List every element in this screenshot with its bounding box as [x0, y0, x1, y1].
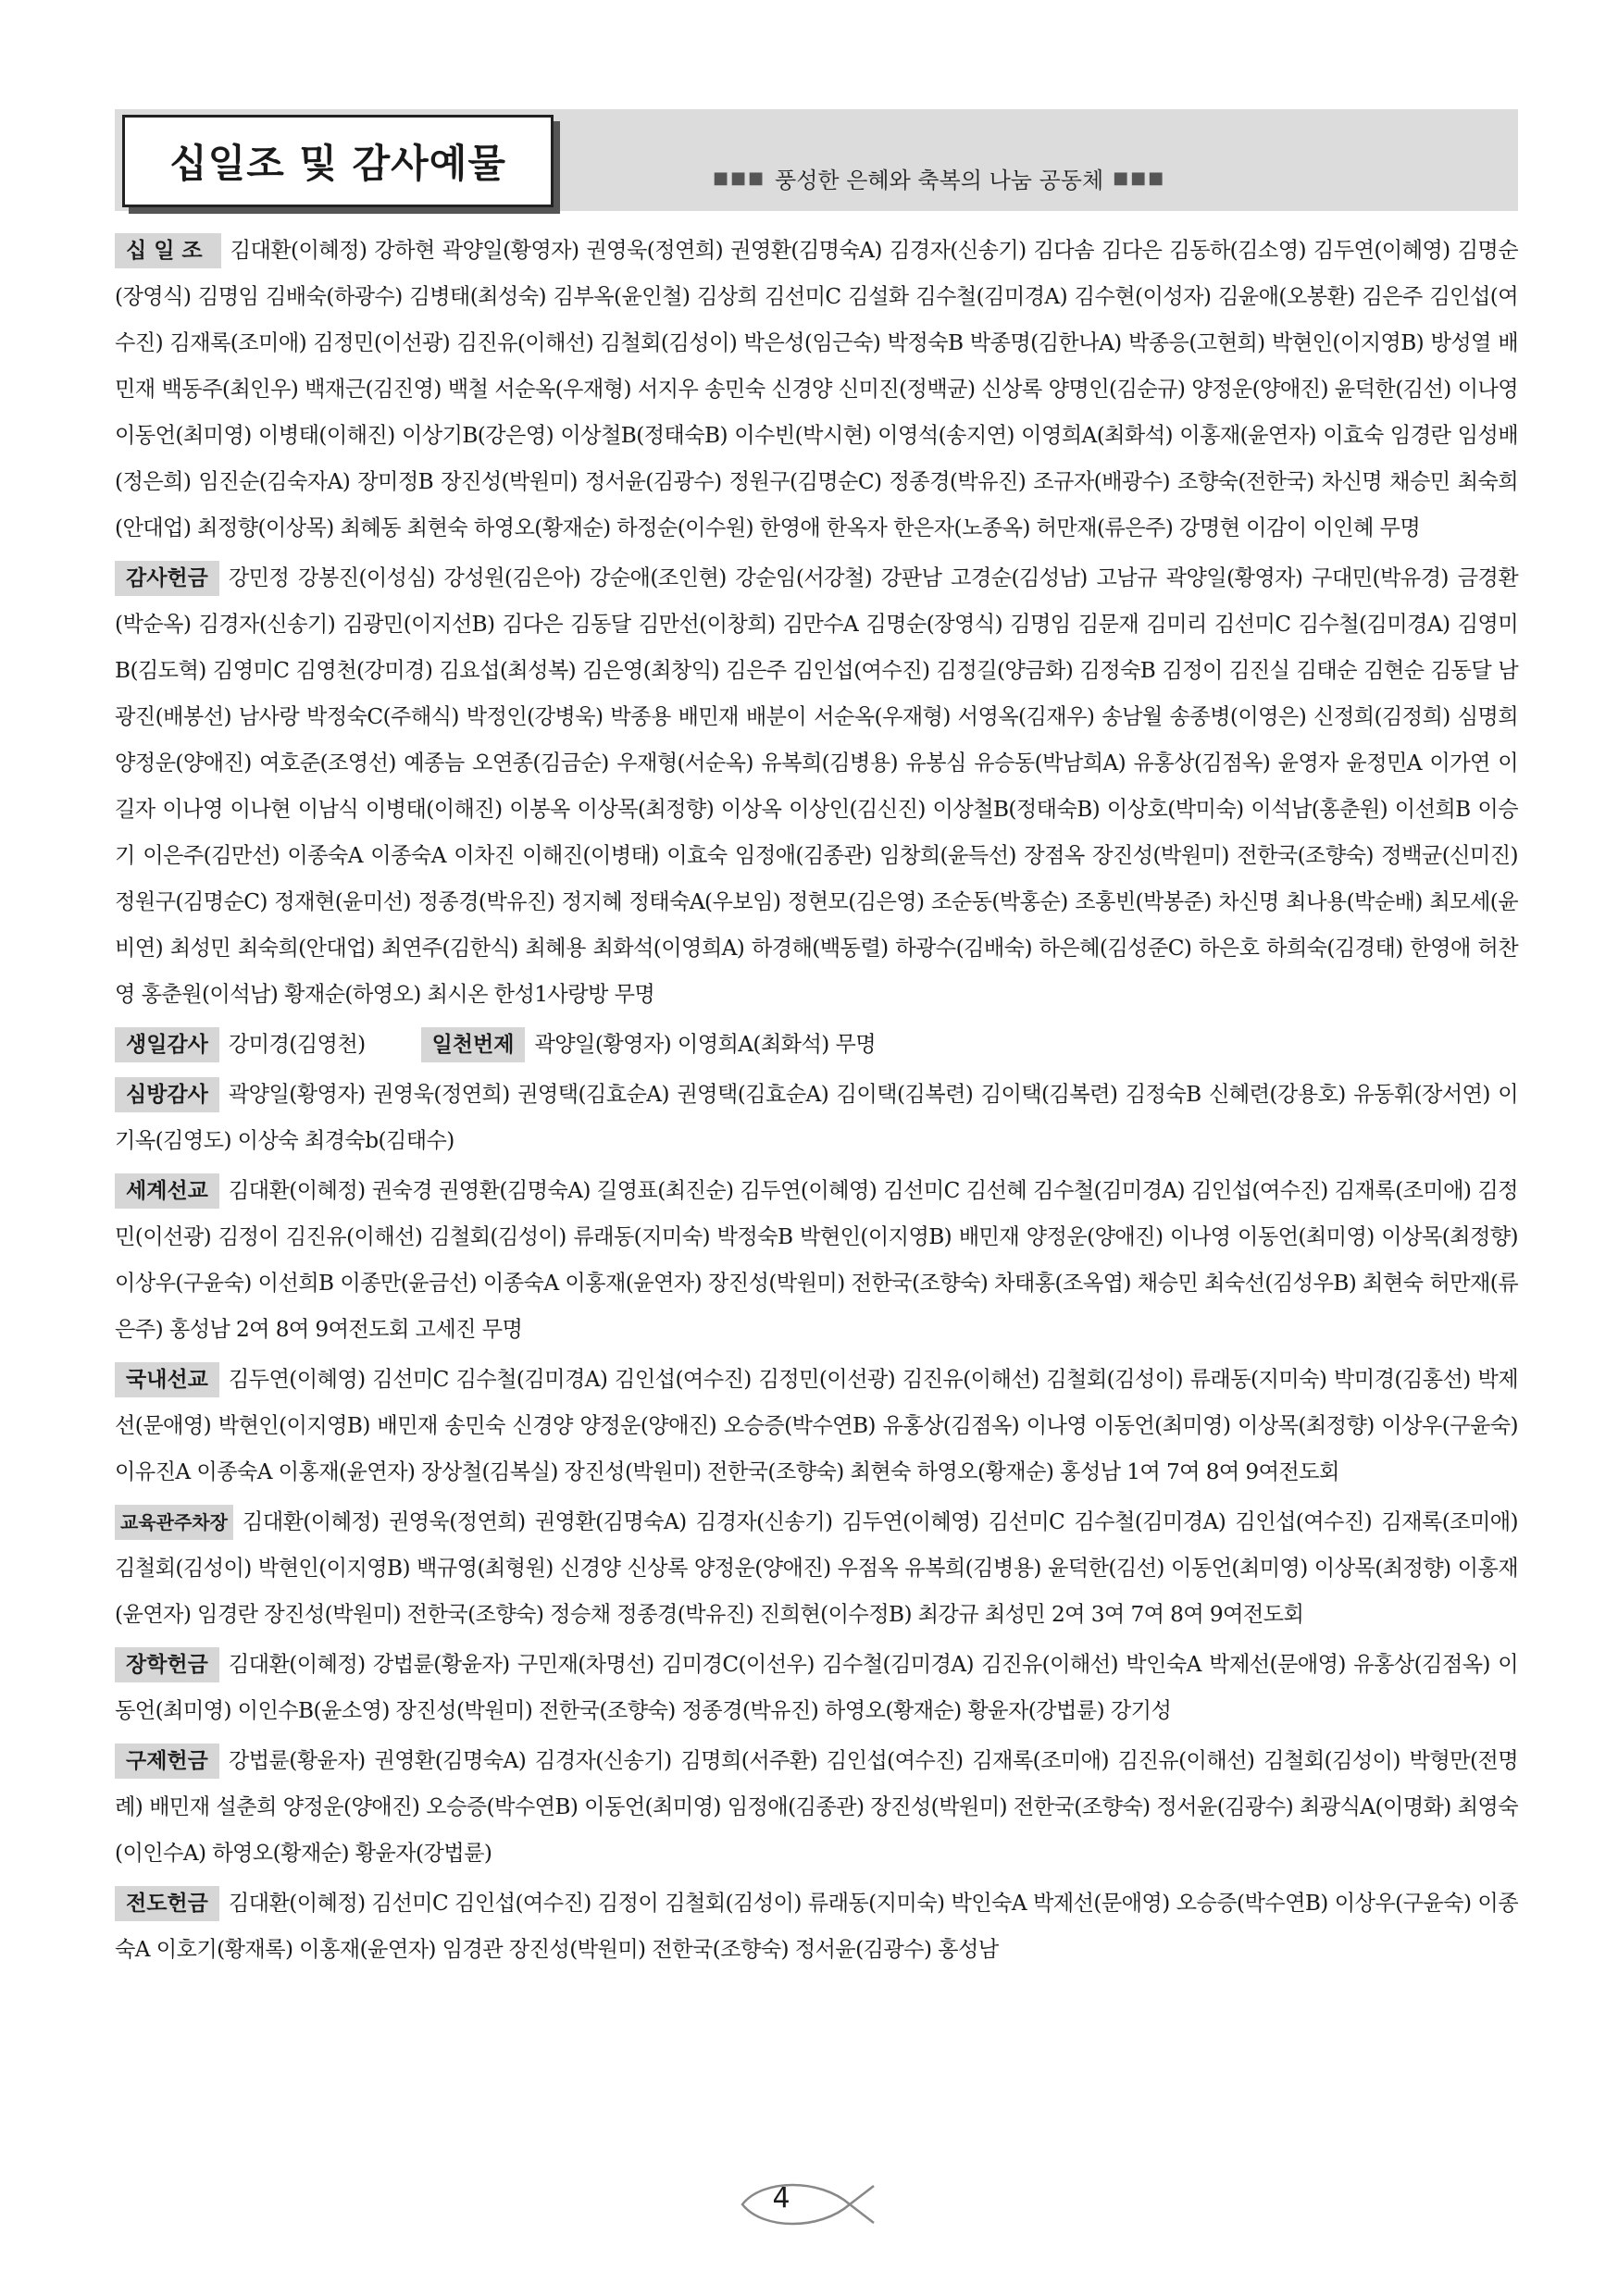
page-title: 십일조 및 감사예물 — [169, 141, 506, 186]
section-names: 김대환(이혜정) 권영욱(정연희) 권영환(김명숙A) 김경자(신송기) 김두연(이혜영) 김선미C 김수철(김미경A) 김인섭(여수진) 김재록(조미애) 김철회(김성이) 박현인(이지영B) 백규영(최형원) 신경양 신상록 양정운(양애진) 우점옥 유복희(김병용) 윤덕한(김선) 이동언(최미영) 이상목(최정향) 이홍재(윤연자) 임경란 장진성(박원미) 전한국(조향숙) 정승채 정종경(박유진) 진희현(이수정B) 최강규 최성민 2여 3여 7여 8여 9여전도회 — [115, 1509, 1518, 1627]
section-label: 교육관주차장 — [115, 1505, 233, 1540]
section-domestic-mission — [115, 1357, 1518, 1496]
section-label: 십일조 — [115, 233, 221, 268]
section-tithe — [115, 228, 1518, 552]
subtitle-text: 풍성한 은혜와 축복의 나눔 공동체 — [775, 167, 1104, 193]
section-relief — [115, 1738, 1518, 1877]
section-label: 생일감사 — [115, 1027, 219, 1062]
section-names: 김대환(이혜정) 권숙경 권영환(김명숙A) 길영표(최진순) 김두연(이혜영) 김선미C 김선혜 김수철(김미경A) 김인섭(여수진) 김재록(조미애) 김정민(이선광) 김정이 김진유(이해선) 김철회(김성이) 류래동(지미숙) 박정숙B 박현인(이지영B) 배민재 양정운(양애진) 이나영 이동언(최미영) 이상목(최정향) 이상우(구윤숙) 이선희B 이종만(윤금선) 이종숙A 이홍재(윤연자) 장진성(박원미) 전한국(조향숙) 차태홍(조옥엽) 채승민 최숙선(김성우B) 최현숙 허만재(류은주) 홍성남 2여 8여 9여전도회 고세진 무명 — [115, 1178, 1518, 1342]
section-birthday-ilcheon — [115, 1022, 1518, 1068]
title-box — [122, 115, 554, 207]
section-names: 김두연(이혜영) 김선미C 김수철(김미경A) 김인섭(여수진) 김정민(이선광) 김진유(이해선) 김철회(김성이) 류래동(지미숙) 박미경(김홍선) 박제선(문애영) 박현인(이지영B) 배민재 송민숙 신경양 양정운(양애진) 오승증(박수연B) 유홍상(김점옥) 이나영 이동언(최미영) 이상목(최정향) 이상우(구윤숙) 이유진A 이종숙A 이홍재(윤연자) 장상철(김복실) 장진성(박원미) 전한국(조향숙) 최현숙 하영오(황재순) 홍성남 1여 7여 8여 9여전도회 — [115, 1367, 1518, 1484]
section-names: 김대환(이혜정) 김선미C 김인섭(여수진) 김정이 김철회(김성이) 류래동(지미숙) 박인숙A 박제선(문애영) 오승증(박수연B) 이상우(구윤숙) 이종숙A 이호기(황재록) 이홍재(윤연자) 임경관 장진성(박원미) 전한국(조향숙) 정서윤(김광수) 홍성남 — [115, 1891, 1518, 1962]
subtitle — [703, 157, 1175, 198]
section-label: 장학헌금 — [115, 1647, 219, 1682]
decoration-right-icon: ■■■ — [1113, 168, 1166, 188]
section-names: 김대환(이혜정) 강법륜(황윤자) 구민재(차명선) 김미경C(이선우) 김수철(김미경A) 김진유(이해선) 박인숙A 박제선(문애영) 유홍상(김점옥) 이동언(최미영) 이인수B(윤소영) 장진성(박원미) 전한국(조향숙) 정종경(박유진) 하영오(황재순) 황윤자(강법륜) 강기성 — [115, 1652, 1518, 1723]
section-visit — [115, 1072, 1518, 1164]
section-label: 감사헌금 — [115, 561, 219, 596]
section-names: 김대환(이혜정) 강하현 곽양일(황영자) 권영욱(정연희) 권영환(김명숙A) 김경자(신송기) 김다솜 김다은 김동하(김소영) 김두연(이혜영) 김명순(장영식) 김명임 김배숙(하광수) 김병태(최성숙) 김부옥(윤인철) 김상희 김선미C 김설화 김수철(김미경A) 김수현(이성자) 김윤애(오봉환) 김은주 김인섭(여수진) 김재록(조미애) 김정민(이선광) 김진유(이해선) 김철회(김성이) 박은성(임근숙) 박정숙B 박종명(김한나A) 박종응(고현희) 박현인(이지영B) 방성열 배민재 백동주(최인우) 백재근(김진영) 백철 서순옥(우재형) 서지우 송민숙 신경양 신미진(정백균) 신상록 양명인(김순규) 양정운(양애진) 윤덕한(김선) 이나영 이동언(최미영) 이병태(이해진) 이상기B(강은영) 이상철B(정태숙B) 이수빈(박시현) 이영석(송지연) 이영희A(최화석) 이홍재(윤연자) 이효숙 임경란 임성배(정은희) 임진순(김숙자A) 장미정B 장진성(박원미) 정서윤(김광수) 정원구(김명순C) 정종경(박유진) 조규자(배광수) 조향숙(전한국) 차신명 채승민 최숙희(안대업) 최정향(이상목) 최혜동 최현숙 하영오(황재순) 하정순(이수원) 한영애 한옥자 한은자(노종옥) 허만재(류은주) 강명현 이감이 이인혜 무명 — [115, 238, 1518, 540]
section-label: 일천번제 — [421, 1027, 526, 1062]
offering-list — [115, 228, 1518, 1977]
section-label: 국내선교 — [115, 1362, 219, 1397]
section-world-mission — [115, 1168, 1518, 1353]
page-number-badge — [735, 2177, 883, 2232]
section-thanks — [115, 555, 1518, 1018]
decoration-left-icon: ■■■ — [713, 168, 766, 188]
section-evangelism — [115, 1880, 1518, 1973]
section-label: 전도헌금 — [115, 1886, 219, 1921]
section-label: 구제헌금 — [115, 1744, 219, 1779]
section-label: 세계선교 — [115, 1173, 219, 1209]
page-number: 4 — [772, 2182, 790, 2215]
section-names: 강민정 강봉진(이성심) 강성원(김은아) 강순애(조인현) 강순임(서강철) 강판남 고경순(김성남) 고남규 곽양일(황영자) 구대민(박유경) 금경환(박순옥) 김경자(신송기) 김광민(이지선B) 김다은 김동달 김만선(이창희) 김만수A 김명순(장영식) 김명임 김문재 김미리 김선미C 김수철(김미경A) 김영미B(김도혁) 김영미C 김영천(강미경) 김요섭(최성복) 김은영(최창익) 김은주 김인섭(여수진) 김정길(양금화) 김정숙B 김정이 김진실 김태순 김현순 김동달 남광진(배봉선) 남사랑 박정숙C(주해식) 박정인(강병욱) 박종용 배민재 배분이 서순옥(우재형) 서영옥(김재우) 송남월 송종병(이영은) 신정희(김정희) 심명희 양정운(양애진) 여호준(조영선) 예종늠 오연종(김금순) 우재형(서순옥) 유복희(김병용) 유봉심 유승동(박남희A) 유홍상(김점옥) 윤영자 윤정민A 이가연 이길자 이나영 이나현 이남식 이병태(이해진) 이봉옥 이상목(최정향) 이상옥 이상인(김신진) 이상철B(정태숙B) 이상호(박미숙) 이석남(홍춘원) 이선희B 이승기 이은주(김만선) 이종숙A 이종숙A 이차진 이해진(이병태) 이효숙 임정애(김종관) 임창희(윤득선) 장점옥 장진성(박원미) 전한국(조향숙) 정백균(신미진) 정원구(김명순C) 정재현(윤미선) 정종경(박유진) 정지혜 정태숙A(우보임) 정현모(김은영) 조순동(박홍순) 조홍빈(박봉준) 차신명 최나용(박순배) 최모세(윤비연) 최성민 최숙희(안대업) 최연주(김한식) 최혜용 최화석(이영희A) 하경해(백동렬) 하광수(김배숙) 하은혜(김성준C) 하은호 하희숙(김경태) 한영애 허찬영 홍춘원(이석남) 황재순(하영오) 최시온 한성1사랑방 무명 — [115, 565, 1518, 1007]
section-names: 강법륜(황윤자) 권영환(김명숙A) 김경자(신송기) 김명희(서주환) 김인섭(여수진) 김재록(조미애) 김진유(이해선) 김철회(김성이) 박형만(전명례) 배민재 설춘희 양정운(양애진) 오승증(박수연B) 이동언(최미영) 임정애(김종관) 장진성(박원미) 전한국(조향숙) 정서윤(김광수) 최광식A(이명화) 최영숙(이인수A) 하영오(황재순) 황윤자(강법륜) — [115, 1748, 1518, 1866]
section-scholarship — [115, 1642, 1518, 1734]
section-label: 심방감사 — [115, 1077, 219, 1112]
section-names: 곽양일(황영자) 이영희A(최화석) 무명 — [534, 1032, 877, 1057]
section-names: 강미경(김영천) — [228, 1032, 366, 1057]
section-names: 곽양일(황영자) 권영욱(정연희) 권영택(김효순A) 권영택(김효순A) 김이택(김복련) 김이택(김복련) 김정숙B 신혜련(강용호) 유동휘(장서연) 이기옥(김영도) 이상숙 최경숙b(김태수) — [115, 1082, 1518, 1153]
section-education — [115, 1499, 1518, 1638]
